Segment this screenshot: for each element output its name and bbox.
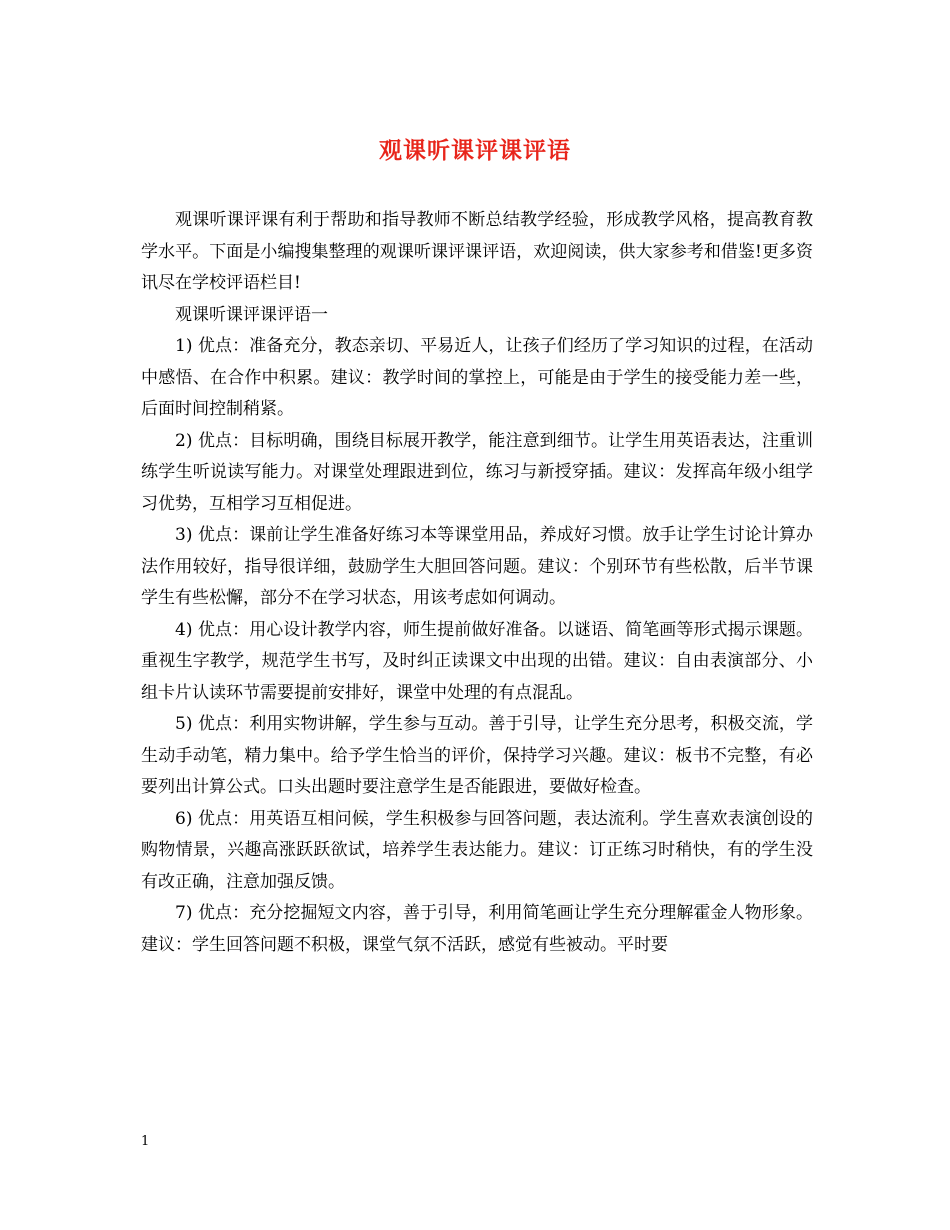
comment-item-2: 2) 优点：目标明确，围绕目标展开教学，能注意到细节。让学生用英语表达，注重训练学生听说读写能力。对课堂处理跟进到位，练习与新授穿插。建议：发挥高年级小组学习优势，互相学习互相促进。 (141, 430, 813, 514)
comment-item-3: 3) 优点：课前让学生准备好练习本等课堂用品，养成好习惯。放手让学生讨论计算办法作用较好，指导很详细，鼓励学生大胆回答问题。建议：个别环节有些松散，后半节课学生有些松懈，部分不在学习状态，用该考虑如何调动。 (141, 525, 813, 608)
comment-item-6: 6) 优点：用英语互相问候，学生积极参与回答问题，表达流利。学生喜欢表演创设的购物情景，兴趣高涨跃跃欲试，培养学生表达能力。建议：订正练习时稍快，有的学生没有改正确，注意加强反馈。 (141, 808, 813, 892)
comment-item-7: 7) 优点：充分挖掘短文内容，善于引导，利用简笔画让学生充分理解霍金人物形象。建议：学生回答问题不积极，课堂气氛不活跃，感觉有些被动。平时要 (141, 903, 813, 955)
section-heading: 观课听课评课评语一 (175, 304, 328, 325)
comment-item-4: 4) 优点：用心设计教学内容，师生提前做好准备。以谜语、简笔画等形式揭示课题。重视生字教学，规范学生书写，及时纠正读课文中出现的出错。建议：自由表演部分、小组卡片认读环节需要提前安排好，课堂中处理的有点混乱。 (141, 619, 813, 703)
comment-item-1: 1) 优点：准备充分，教态亲切、平易近人，让孩子们经历了学习知识的过程，在活动中感悟、在合作中积累。建议：教学时间的掌控上，可能是由于学生的接受能力差一些，后面时间控制稍紧。 (141, 336, 813, 419)
document-title: 观课听课评课评语 (379, 137, 571, 164)
intro-paragraph: 观课听课评课有利于帮助和指导教师不断总结教学经验，形成教学风格，提高教育教学水平。下面是小编搜集整理的观课听课评课评语，欢迎阅读，供大家参考和借鉴!更多资讯尽在学校评语栏目! (141, 210, 813, 293)
page-number: 1 (141, 1134, 150, 1149)
comment-item-5: 5) 优点：利用实物讲解，学生参与互动。善于引导，让学生充分思考，积极交流，学生动手动笔，精力集中。给予学生恰当的评价，保持学习兴趣。建议：板书不完整，有必要列出计算公式。口头出题时要注意学生是否能跟进，要做好检查。 (141, 714, 813, 797)
document-body (141, 205, 813, 961)
